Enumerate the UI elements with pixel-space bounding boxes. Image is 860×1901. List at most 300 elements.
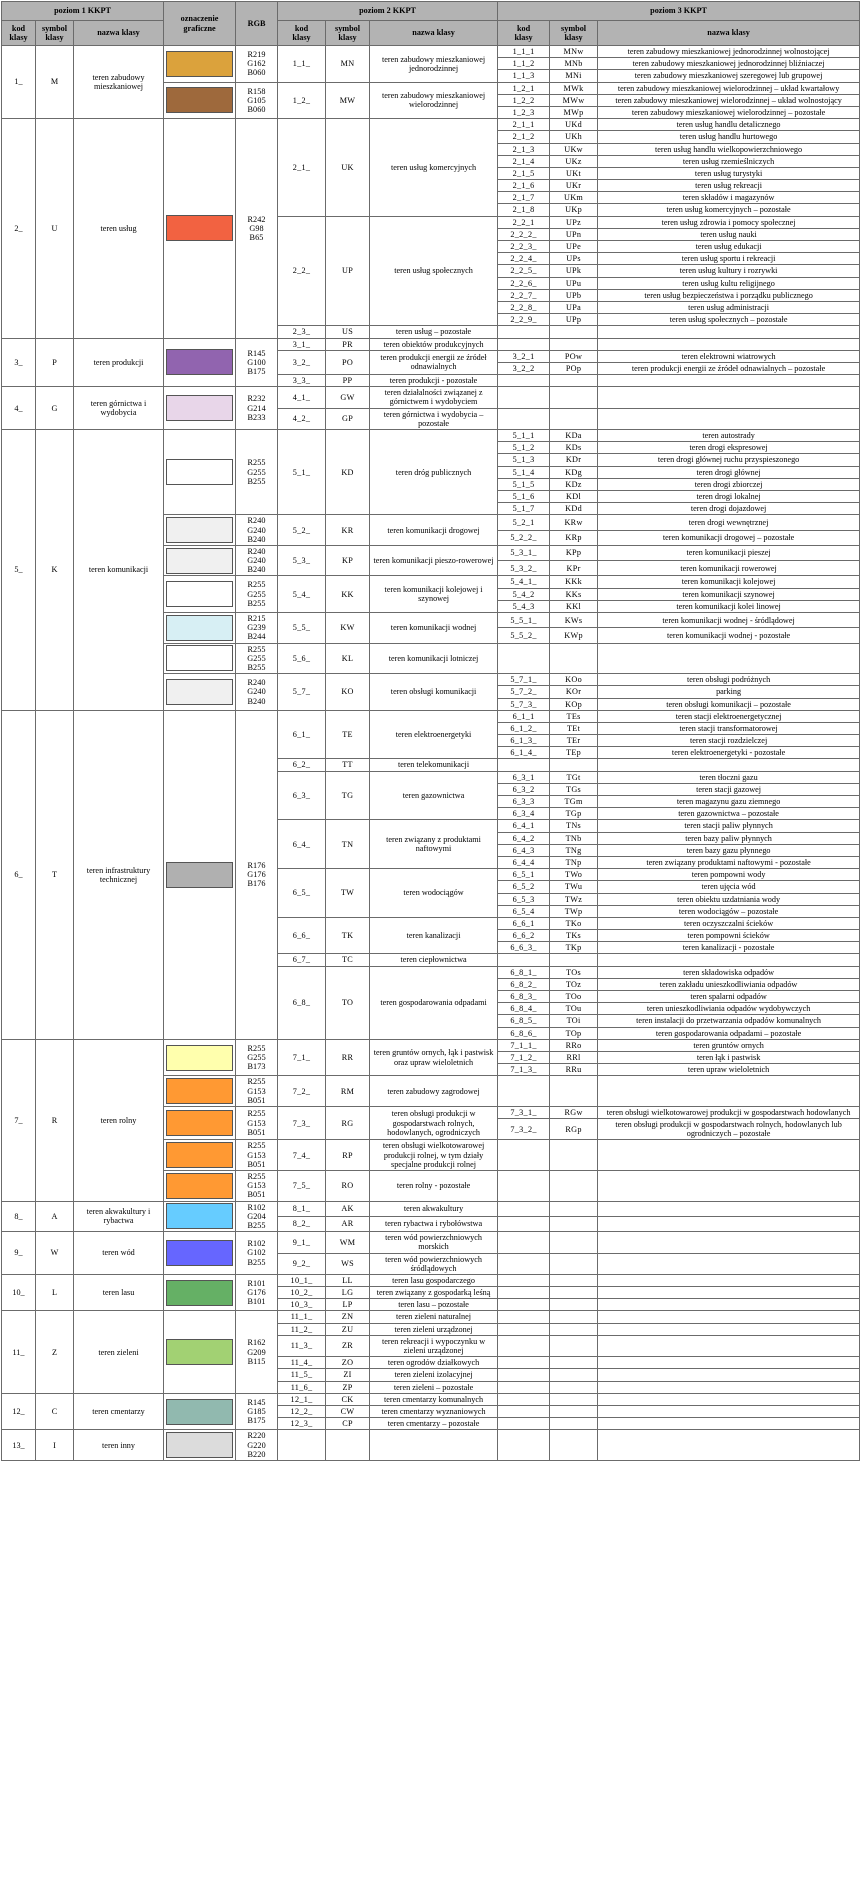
level3-nazwa-klasy: teren drogi wewnętrznej [598, 515, 860, 530]
level3-symbol-klasy: UKt [550, 167, 598, 179]
level3-symbol-klasy-empty [550, 1140, 598, 1171]
level3-nazwa-klasy: teren łąk i pastwisk [598, 1051, 860, 1063]
color-swatch [166, 1142, 233, 1168]
rgb-value: R176 G176 B176 [236, 710, 278, 1039]
rgb-value: R240 G240 B240 [236, 674, 278, 711]
level3-symbol-klasy-empty [550, 1430, 598, 1461]
level3-kod-klasy-empty [498, 1418, 550, 1430]
header-l2-kod-klasy: kod klasy [278, 21, 326, 46]
level2-nazwa-klasy: teren wód powierzchniowych śródlądowych [370, 1253, 498, 1274]
level3-nazwa-klasy-empty [598, 408, 860, 429]
header-l1-symbol-klasy: symbol klasy [36, 21, 74, 46]
level3-nazwa-klasy-empty [598, 1369, 860, 1381]
level2-nazwa-klasy: teren związany z produktami naftowymi [370, 820, 498, 869]
table-row [2, 1039, 860, 1051]
level1-nazwa-klasy: teren akwakultury i rybactwa [74, 1201, 164, 1232]
level3-nazwa-klasy-empty [598, 375, 860, 387]
level3-kod-klasy: 6_1_4_ [498, 747, 550, 759]
level3-nazwa-klasy-empty [598, 1311, 860, 1323]
level3-symbol-klasy: TWo [550, 869, 598, 881]
level3-nazwa-klasy-empty [598, 1171, 860, 1202]
color-swatch-cell [164, 387, 236, 430]
level3-symbol-klasy: KRp [550, 530, 598, 545]
level3-nazwa-klasy-empty [598, 1287, 860, 1299]
level1-nazwa-klasy: teren cmentarzy [74, 1393, 164, 1430]
level3-nazwa-klasy: teren usług komercyjnych – pozostałe [598, 204, 860, 216]
level3-nazwa-klasy: teren stacji transformatorowej [598, 722, 860, 734]
level3-kod-klasy: 2_2_4_ [498, 253, 550, 265]
level3-kod-klasy-empty [498, 1393, 550, 1405]
color-swatch-cell [164, 1140, 236, 1171]
level3-nazwa-klasy: teren produkcji energii ze źródeł odnawialnych – pozostałe [598, 362, 860, 374]
rgb-value: R242 G98 B65 [236, 119, 278, 338]
level2-symbol-klasy: UP [326, 216, 370, 326]
rgb-value: R240 G240 B240 [236, 545, 278, 576]
level2-kod-klasy: 11_6_ [278, 1381, 326, 1393]
level3-kod-klasy-empty [498, 1430, 550, 1461]
level3-symbol-klasy: MNw [550, 46, 598, 58]
level3-kod-klasy: 1_2_3 [498, 106, 550, 118]
level2-symbol-klasy: PP [326, 375, 370, 387]
table-row [2, 46, 860, 58]
level3-kod-klasy: 5_3_1_ [498, 545, 550, 560]
level3-nazwa-klasy: teren komunikacji drogowej – pozostałe [598, 530, 860, 545]
level3-kod-klasy-empty [498, 375, 550, 387]
level2-symbol-klasy: CK [326, 1393, 370, 1405]
level3-kod-klasy: 5_5_2_ [498, 628, 550, 643]
level1-kod-klasy: 8_ [2, 1201, 36, 1232]
level2-symbol-klasy: ZO [326, 1357, 370, 1369]
level3-symbol-klasy: TKp [550, 942, 598, 954]
level3-symbol-klasy-empty [550, 1274, 598, 1286]
level3-nazwa-klasy: teren usług rzemieślniczych [598, 155, 860, 167]
level3-nazwa-klasy: teren komunikacji kolejowej [598, 576, 860, 588]
rgb-value: R102 G204 B255 [236, 1201, 278, 1232]
header-l3-nazwa-klasy: nazwa klasy [598, 21, 860, 46]
level2-symbol-klasy: ZP [326, 1381, 370, 1393]
level3-nazwa-klasy-empty [598, 1232, 860, 1253]
level2-kod-klasy: 7_5_ [278, 1171, 326, 1202]
color-swatch [166, 1399, 233, 1425]
rgb-value: R145 G100 B175 [236, 338, 278, 387]
level3-symbol-klasy: UKm [550, 192, 598, 204]
level3-kod-klasy: 5_4_1_ [498, 576, 550, 588]
level3-nazwa-klasy: teren upraw wieloletnich [598, 1064, 860, 1076]
level2-kod-klasy: 7_4_ [278, 1140, 326, 1171]
level3-nazwa-klasy: teren unieszkodliwiania odpadów wydobywczych [598, 1003, 860, 1015]
level2-symbol-klasy: TN [326, 820, 370, 869]
level3-nazwa-klasy: teren usług społecznych – pozostałe [598, 314, 860, 326]
level1-kod-klasy: 13_ [2, 1430, 36, 1461]
level2-symbol-klasy: KO [326, 674, 370, 711]
color-swatch-cell [164, 545, 236, 576]
level3-nazwa-klasy: teren obsługi komunikacji – pozostałe [598, 698, 860, 710]
level1-nazwa-klasy: teren górnictwa i wydobycia [74, 387, 164, 430]
level2-symbol-klasy: LG [326, 1287, 370, 1299]
header-column-row [2, 21, 860, 46]
table-row [2, 1232, 860, 1253]
level3-kod-klasy: 2_1_2 [498, 131, 550, 143]
level3-nazwa-klasy: teren komunikacji wodnej - śródlądowej [598, 613, 860, 628]
level2-nazwa-klasy: teren komunikacji kolejowej i szynowej [370, 576, 498, 613]
level3-symbol-klasy-empty [550, 408, 598, 429]
level2-nazwa-klasy: teren cmentarzy wyznaniowych [370, 1405, 498, 1417]
level3-kod-klasy: 6_1_1 [498, 710, 550, 722]
level3-nazwa-klasy: teren drogi zbiorczej [598, 478, 860, 490]
level1-symbol-klasy: Z [36, 1311, 74, 1393]
level2-nazwa-klasy: teren zieleni – pozostałe [370, 1381, 498, 1393]
level2-kod-klasy: 6_4_ [278, 820, 326, 869]
level3-nazwa-klasy-empty [598, 1253, 860, 1274]
level3-kod-klasy: 6_8_3_ [498, 991, 550, 1003]
level3-nazwa-klasy: teren gruntów ornych [598, 1039, 860, 1051]
rgb-value: R145 G185 B175 [236, 1393, 278, 1430]
level3-nazwa-klasy: teren obsługi produkcji w gospodarstwach rolnych, hodowlanych lub ogrodniczych – pozostałe [598, 1119, 860, 1140]
level3-symbol-klasy: UPn [550, 228, 598, 240]
level2-nazwa-klasy: teren komunikacji lotniczej [370, 643, 498, 674]
level2-symbol-klasy: KP [326, 545, 370, 576]
level2-nazwa-klasy: teren usług społecznych [370, 216, 498, 326]
level3-symbol-klasy-empty [550, 1418, 598, 1430]
level3-kod-klasy: 5_1_3 [498, 454, 550, 466]
color-swatch [166, 862, 233, 888]
level3-symbol-klasy: UKr [550, 180, 598, 192]
level3-symbol-klasy: TEt [550, 722, 598, 734]
level3-symbol-klasy: RRo [550, 1039, 598, 1051]
level3-nazwa-klasy: teren autostrady [598, 430, 860, 442]
color-swatch-cell [164, 1311, 236, 1393]
level2-kod-klasy: 6_5_ [278, 869, 326, 918]
level1-nazwa-klasy: teren komunikacji [74, 430, 164, 711]
level1-nazwa-klasy: teren zabudowy mieszkaniowej [74, 46, 164, 119]
level2-nazwa-klasy: teren dróg publicznych [370, 430, 498, 515]
color-swatch-cell [164, 46, 236, 83]
level2-symbol-klasy: CW [326, 1405, 370, 1417]
header-l1-kod-klasy: kod klasy [2, 21, 36, 46]
color-swatch [166, 679, 233, 705]
level3-kod-klasy: 6_4_3 [498, 844, 550, 856]
level3-symbol-klasy: KKl [550, 600, 598, 612]
level3-kod-klasy: 7_3_1_ [498, 1106, 550, 1118]
level3-kod-klasy: 6_5_2 [498, 881, 550, 893]
level3-nazwa-klasy: teren stacji elektroenergetycznej [598, 710, 860, 722]
level3-symbol-klasy-empty [550, 1287, 598, 1299]
level1-symbol-klasy: M [36, 46, 74, 119]
kkpt-classification-table [1, 1, 860, 1461]
level3-symbol-klasy: TOz [550, 978, 598, 990]
level3-nazwa-klasy: teren drogi głównej ruchu przyspieszonego [598, 454, 860, 466]
table-row [2, 338, 860, 350]
level2-kod-klasy: 9_2_ [278, 1253, 326, 1274]
level3-symbol-klasy: KDz [550, 478, 598, 490]
header-l2-nazwa-klasy: nazwa klasy [370, 21, 498, 46]
level2-nazwa-klasy: teren zabudowy zagrodowej [370, 1076, 498, 1107]
level2-symbol-klasy: GW [326, 387, 370, 408]
level2-symbol-klasy: KL [326, 643, 370, 674]
color-swatch [166, 87, 233, 113]
level3-kod-klasy: 2_1_7 [498, 192, 550, 204]
color-swatch-cell [164, 82, 236, 119]
level3-symbol-klasy-empty [550, 326, 598, 338]
level3-nazwa-klasy-empty [598, 643, 860, 674]
level3-kod-klasy: 5_4_3 [498, 600, 550, 612]
table-row [2, 1393, 860, 1405]
level3-kod-klasy-empty [498, 408, 550, 429]
level3-kod-klasy: 2_1_5 [498, 167, 550, 179]
level3-kod-klasy-empty [498, 1357, 550, 1369]
level3-kod-klasy: 2_1_6 [498, 180, 550, 192]
level3-kod-klasy-empty [498, 1369, 550, 1381]
level3-nazwa-klasy: teren oczyszczalni ścieków [598, 917, 860, 929]
level3-symbol-klasy: TEp [550, 747, 598, 759]
level3-nazwa-klasy: teren kanalizacji - pozostałe [598, 942, 860, 954]
level3-nazwa-klasy-empty [598, 1274, 860, 1286]
level1-symbol-klasy: L [36, 1274, 74, 1311]
color-swatch [166, 517, 233, 543]
level2-kod-klasy: 6_2_ [278, 759, 326, 771]
color-swatch-cell [164, 1201, 236, 1232]
level2-kod-klasy: 5_5_ [278, 613, 326, 644]
level3-kod-klasy: 7_1_2_ [498, 1051, 550, 1063]
level2-symbol-klasy: AR [326, 1216, 370, 1231]
level2-kod-klasy: 6_3_ [278, 771, 326, 820]
level1-nazwa-klasy: teren zieleni [74, 1311, 164, 1393]
level3-symbol-klasy: UPe [550, 241, 598, 253]
level3-kod-klasy: 5_2_1 [498, 515, 550, 530]
level3-symbol-klasy: TWz [550, 893, 598, 905]
level3-nazwa-klasy-empty [598, 1418, 860, 1430]
level3-symbol-klasy: TOo [550, 991, 598, 1003]
level3-symbol-klasy: UPk [550, 265, 598, 277]
level3-nazwa-klasy-empty [598, 1381, 860, 1393]
color-swatch [166, 1240, 233, 1266]
level1-symbol-klasy: C [36, 1393, 74, 1430]
table-row [2, 387, 860, 408]
header-l3-symbol-klasy: symbol klasy [550, 21, 598, 46]
level1-kod-klasy: 4_ [2, 387, 36, 430]
level3-symbol-klasy: TGt [550, 771, 598, 783]
level3-kod-klasy: 2_2_8_ [498, 301, 550, 313]
level3-nazwa-klasy: teren usług handlu detalicznego [598, 119, 860, 131]
level1-kod-klasy: 7_ [2, 1039, 36, 1201]
level3-symbol-klasy: TNs [550, 820, 598, 832]
level3-symbol-klasy: TNg [550, 844, 598, 856]
level1-symbol-klasy: P [36, 338, 74, 387]
level1-symbol-klasy: A [36, 1201, 74, 1232]
level1-kod-klasy: 12_ [2, 1393, 36, 1430]
level2-kod-klasy: 6_7_ [278, 954, 326, 966]
level3-nazwa-klasy-empty [598, 1201, 860, 1216]
level2-kod-klasy: 8_2_ [278, 1216, 326, 1231]
level3-symbol-klasy: TOu [550, 1003, 598, 1015]
header-rgb: RGB [236, 2, 278, 46]
level2-nazwa-klasy [370, 1430, 498, 1461]
level2-symbol-klasy: TG [326, 771, 370, 820]
level2-nazwa-klasy: teren elektroenergetyki [370, 710, 498, 759]
level3-kod-klasy-empty [498, 1323, 550, 1335]
color-swatch-cell [164, 710, 236, 1039]
level3-symbol-klasy: KOr [550, 686, 598, 698]
level2-nazwa-klasy: teren obiektów produkcyjnych [370, 338, 498, 350]
color-swatch [166, 645, 233, 671]
level2-symbol-klasy: RR [326, 1039, 370, 1076]
level3-nazwa-klasy: teren drogi dojazdowej [598, 503, 860, 515]
level3-kod-klasy: 6_3_4 [498, 808, 550, 820]
level2-kod-klasy: 12_2_ [278, 1405, 326, 1417]
level3-kod-klasy: 6_1_3_ [498, 735, 550, 747]
table-row [2, 430, 860, 442]
level3-kod-klasy: 6_1_2_ [498, 722, 550, 734]
level2-kod-klasy: 1_1_ [278, 46, 326, 83]
level2-nazwa-klasy: teren rekreacji i wypoczynku w zieleni urządzonej [370, 1335, 498, 1356]
level3-symbol-klasy-empty [550, 375, 598, 387]
level2-symbol-klasy: WM [326, 1232, 370, 1253]
level2-symbol-klasy: RP [326, 1140, 370, 1171]
level3-nazwa-klasy-empty [598, 1140, 860, 1171]
level2-kod-klasy: 11_3_ [278, 1335, 326, 1356]
level3-symbol-klasy: TGm [550, 796, 598, 808]
level2-symbol-klasy: TK [326, 917, 370, 954]
level3-kod-klasy-empty [498, 1405, 550, 1417]
level3-nazwa-klasy-empty [598, 1076, 860, 1107]
level2-kod-klasy: 3_2_ [278, 350, 326, 374]
level3-symbol-klasy: KDg [550, 466, 598, 478]
level3-nazwa-klasy: teren elektroenergetyki - pozostałe [598, 747, 860, 759]
level3-symbol-klasy-empty [550, 1311, 598, 1323]
level3-symbol-klasy-empty [550, 643, 598, 674]
level3-kod-klasy: 6_5_4 [498, 905, 550, 917]
level2-symbol-klasy: US [326, 326, 370, 338]
level2-symbol-klasy: PO [326, 350, 370, 374]
level3-symbol-klasy: KOp [550, 698, 598, 710]
level3-symbol-klasy: TNp [550, 856, 598, 868]
level3-kod-klasy: 2_1_8 [498, 204, 550, 216]
color-swatch [166, 215, 233, 241]
level3-kod-klasy: 5_1_5 [498, 478, 550, 490]
level3-symbol-klasy: TOs [550, 966, 598, 978]
level2-symbol-klasy: GP [326, 408, 370, 429]
level3-symbol-klasy-empty [550, 1216, 598, 1231]
level2-symbol-klasy: ZN [326, 1311, 370, 1323]
level3-kod-klasy-empty [498, 1274, 550, 1286]
level3-symbol-klasy: TEs [550, 710, 598, 722]
level2-nazwa-klasy: teren ogrodów działkowych [370, 1357, 498, 1369]
level2-symbol-klasy: RM [326, 1076, 370, 1107]
level2-kod-klasy: 6_6_ [278, 917, 326, 954]
level2-symbol-klasy [326, 1430, 370, 1461]
level3-symbol-klasy: RRl [550, 1051, 598, 1063]
level2-symbol-klasy: KR [326, 515, 370, 546]
level3-nazwa-klasy: teren pompowni ścieków [598, 930, 860, 942]
level2-symbol-klasy: CP [326, 1418, 370, 1430]
level3-nazwa-klasy: teren gazownictwa – pozostałe [598, 808, 860, 820]
level2-nazwa-klasy: teren obsługi produkcji w gospodarstwach rolnych, hodowlanych, ogrodniczych [370, 1106, 498, 1140]
level2-kod-klasy [278, 1430, 326, 1461]
level3-symbol-klasy-empty [550, 1323, 598, 1335]
color-swatch-cell [164, 1393, 236, 1430]
level3-kod-klasy-empty [498, 1311, 550, 1323]
header-level-row [2, 2, 860, 21]
level3-kod-klasy: 2_1_3 [498, 143, 550, 155]
level3-nazwa-klasy-empty [598, 387, 860, 408]
level3-kod-klasy-empty [498, 1232, 550, 1253]
level3-nazwa-klasy-empty [598, 1405, 860, 1417]
level3-symbol-klasy: POw [550, 350, 598, 362]
level2-nazwa-klasy: teren lasu – pozostałe [370, 1299, 498, 1311]
level2-kod-klasy: 5_6_ [278, 643, 326, 674]
level3-nazwa-klasy: teren usług kultury i rozrywki [598, 265, 860, 277]
color-swatch [166, 1432, 233, 1458]
level3-nazwa-klasy: teren usług edukacji [598, 241, 860, 253]
level3-kod-klasy: 1_1_2 [498, 58, 550, 70]
rgb-value: R255 G255 B255 [236, 430, 278, 515]
level3-symbol-klasy-empty [550, 1369, 598, 1381]
header-poziom-2: poziom 2 KKPT [278, 2, 498, 21]
color-swatch [166, 349, 233, 375]
level2-symbol-klasy: MW [326, 82, 370, 119]
level3-symbol-klasy: RRu [550, 1064, 598, 1076]
color-swatch-cell [164, 1171, 236, 1202]
level3-symbol-klasy: TKs [550, 930, 598, 942]
level2-kod-klasy: 5_7_ [278, 674, 326, 711]
level3-symbol-klasy: UKp [550, 204, 598, 216]
rgb-value: R255 G255 B255 [236, 643, 278, 674]
level3-nazwa-klasy: teren usług turystyki [598, 167, 860, 179]
level3-nazwa-klasy-empty [598, 1357, 860, 1369]
level3-kod-klasy: 2_1_1 [498, 119, 550, 131]
level2-symbol-klasy: LL [326, 1274, 370, 1286]
color-swatch-cell [164, 1039, 236, 1076]
header-l2-symbol-klasy: symbol klasy [326, 21, 370, 46]
level3-symbol-klasy: UPz [550, 216, 598, 228]
level3-kod-klasy: 5_1_2 [498, 442, 550, 454]
table-row [2, 710, 860, 722]
level3-kod-klasy-empty [498, 1201, 550, 1216]
level3-kod-klasy: 1_2_1 [498, 82, 550, 94]
level1-kod-klasy: 6_ [2, 710, 36, 1039]
level2-nazwa-klasy: teren rybactwa i rybołówstwa [370, 1216, 498, 1231]
level3-kod-klasy-empty [498, 338, 550, 350]
level3-symbol-klasy: TOp [550, 1027, 598, 1039]
header-poziom-3: poziom 3 KKPT [498, 2, 860, 21]
level2-nazwa-klasy: teren wodociągów [370, 869, 498, 918]
level3-nazwa-klasy-empty [598, 1216, 860, 1231]
level2-symbol-klasy: RO [326, 1171, 370, 1202]
color-swatch [166, 1280, 233, 1306]
level1-kod-klasy: 11_ [2, 1311, 36, 1393]
level3-kod-klasy: 6_5_3 [498, 893, 550, 905]
level2-symbol-klasy: KD [326, 430, 370, 515]
level3-kod-klasy: 6_4_4 [498, 856, 550, 868]
level3-symbol-klasy: UPa [550, 301, 598, 313]
level3-kod-klasy: 5_7_1_ [498, 674, 550, 686]
level3-kod-klasy-empty [498, 1381, 550, 1393]
rgb-value: R102 G102 B255 [236, 1232, 278, 1275]
table-body [2, 46, 860, 1461]
level1-symbol-klasy: G [36, 387, 74, 430]
level1-nazwa-klasy: teren usług [74, 119, 164, 338]
header-poziom-1: poziom 1 KKPT [2, 2, 164, 21]
level3-nazwa-klasy: teren obsługi podróżnych [598, 674, 860, 686]
level1-nazwa-klasy: teren rolny [74, 1039, 164, 1201]
level2-nazwa-klasy: teren obsługi wielkotowarowej produkcji rolnej, w tym działy specjalne produkcji rolnej [370, 1140, 498, 1171]
color-swatch-cell [164, 643, 236, 674]
rgb-value: R255 G153 B051 [236, 1076, 278, 1107]
level2-nazwa-klasy: teren zabudowy mieszkaniowej wielorodzinnej [370, 82, 498, 119]
level3-kod-klasy: 2_1_4 [498, 155, 550, 167]
color-swatch-cell [164, 1232, 236, 1275]
level3-nazwa-klasy: teren składowiska odpadów [598, 966, 860, 978]
